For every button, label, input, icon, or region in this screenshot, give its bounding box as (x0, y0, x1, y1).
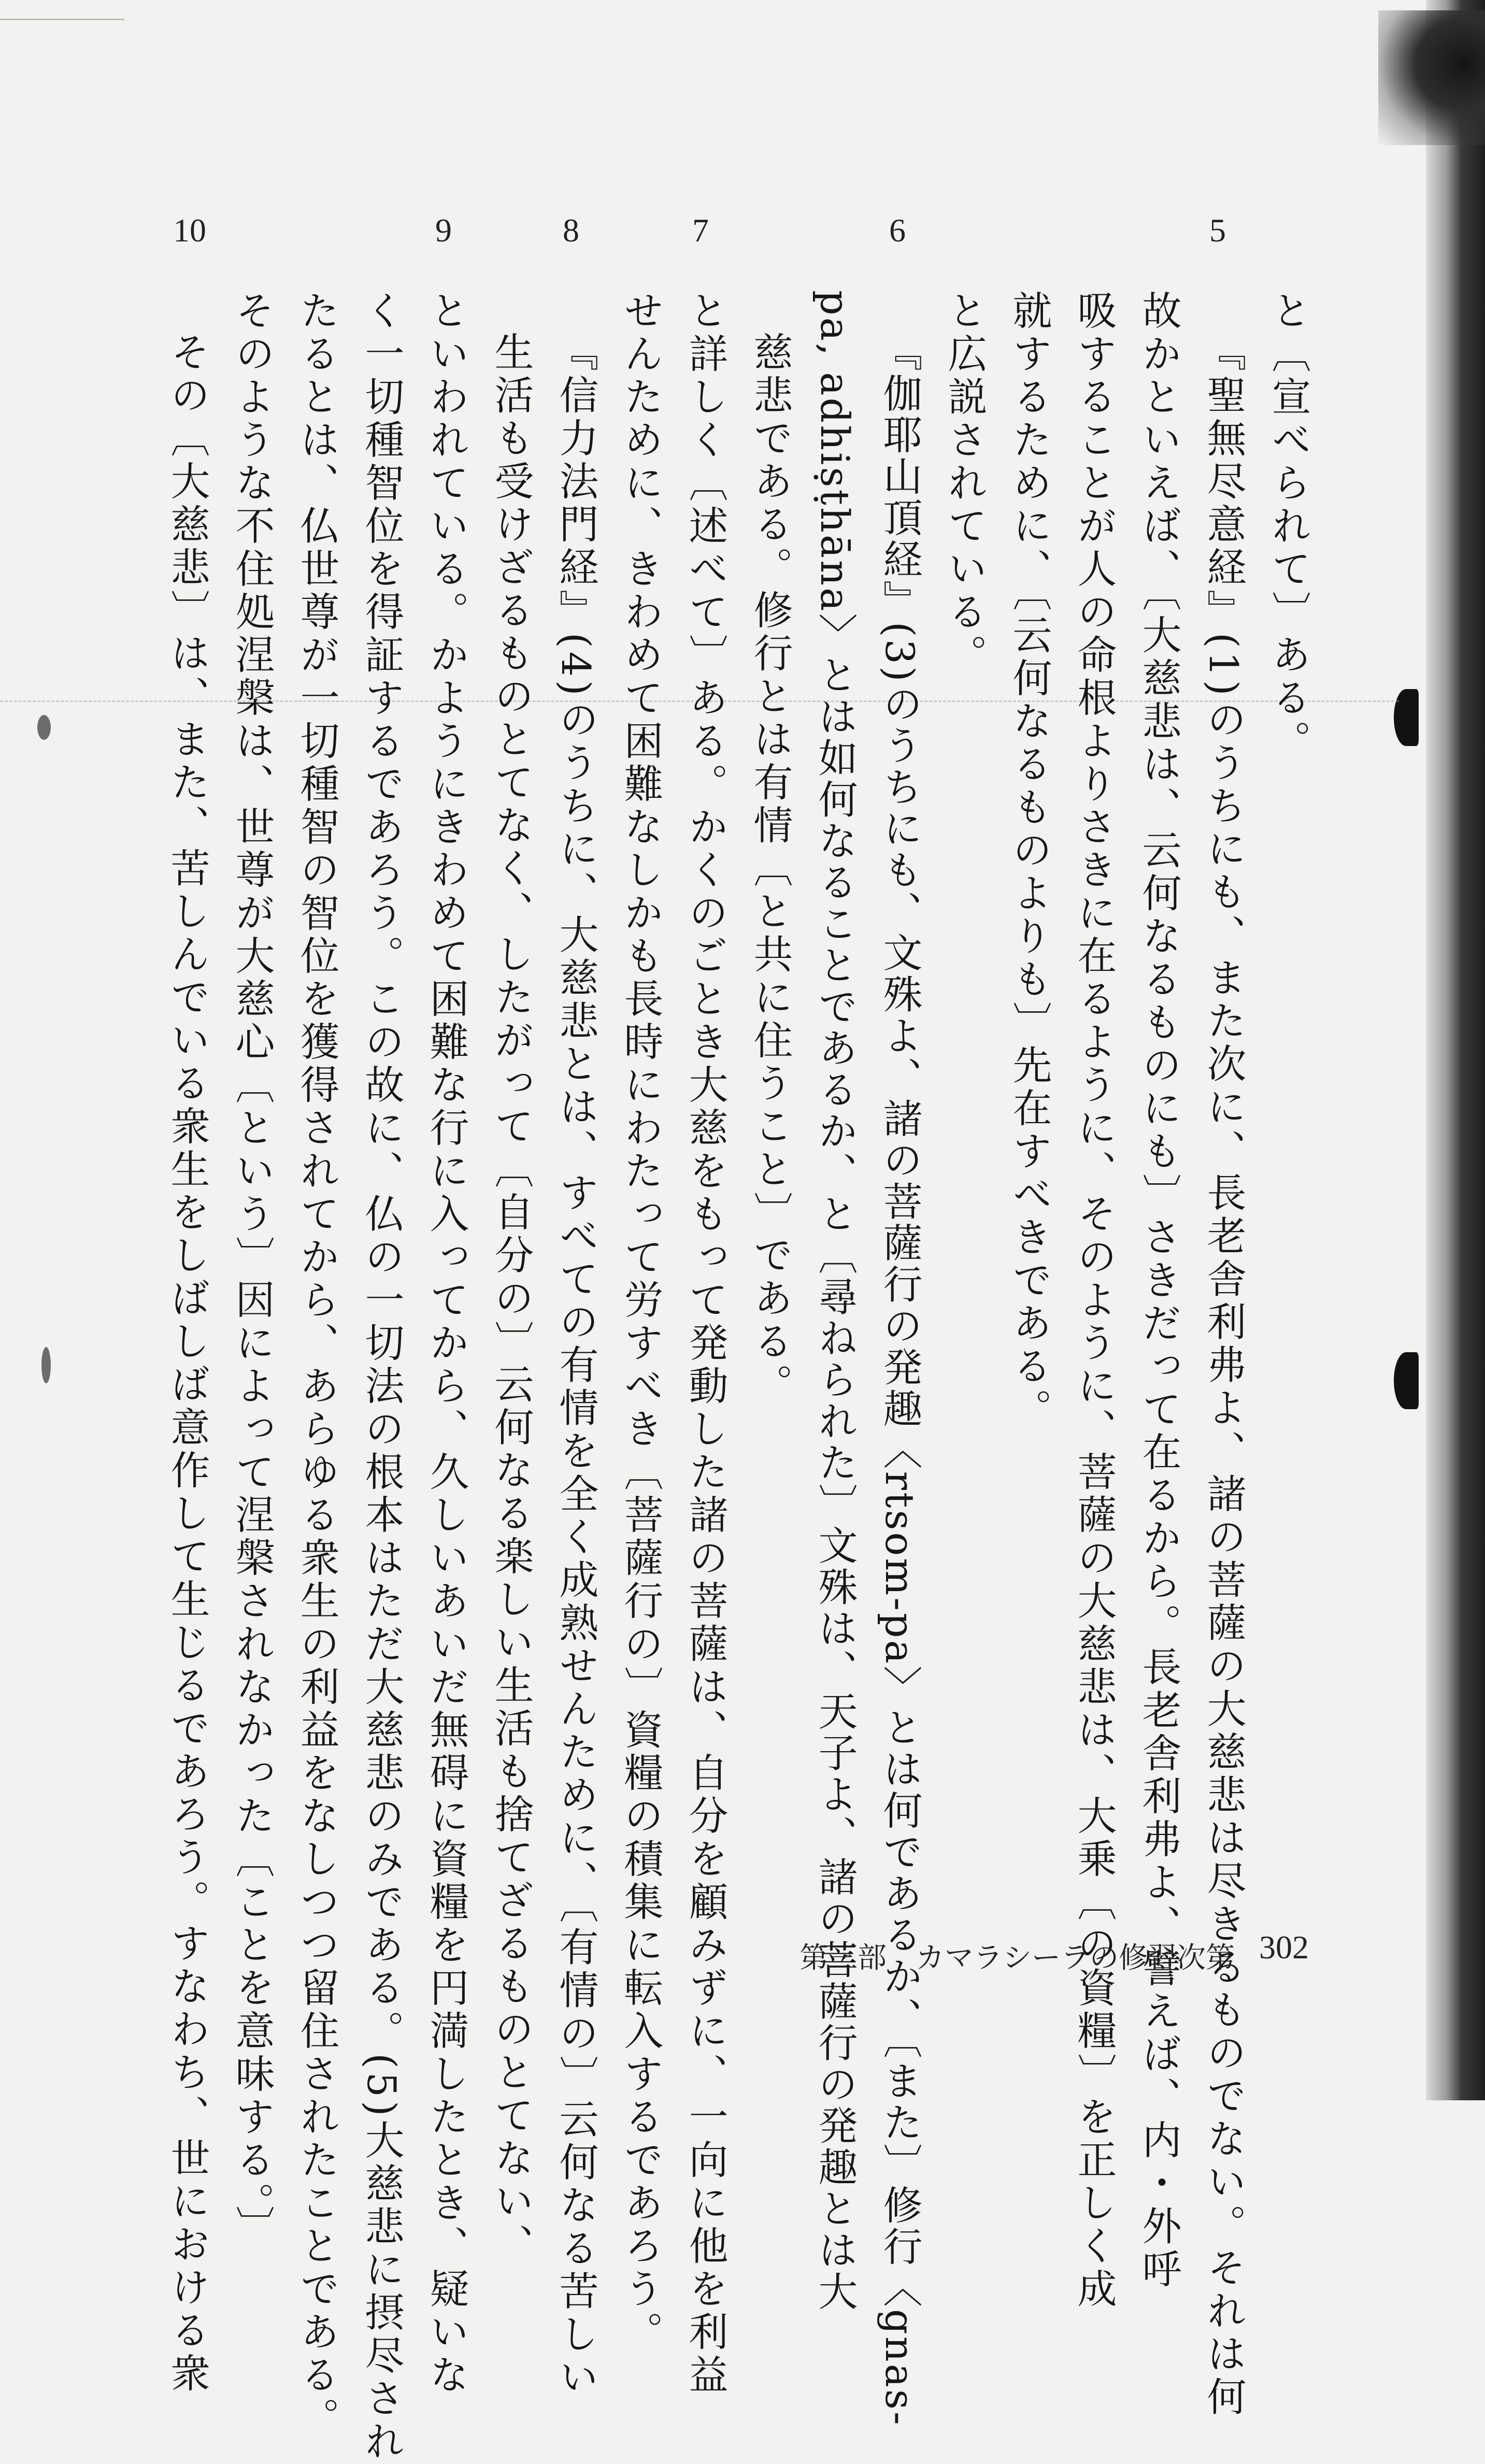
line-number-8: 8 (563, 212, 579, 249)
scan-speck (41, 1347, 51, 1383)
text-column: 『聖無尽意経』(1)のうちにも、また次に、長老舎利弗よ、諸の菩薩の大慈悲は尽きるものでない。それは何 (1201, 332, 1247, 2419)
scan-edge-line (0, 19, 124, 20)
text-column: く一切種智位を得証するであろう。この故に、仏の一切法の根本はただ大慈悲のみである。(5)大慈悲に摂尽され (359, 290, 405, 2464)
binding-shadow (1378, 10, 1485, 145)
text-column: pa, adhiṣṭhāna〉とは如何なることであるか、と〔尋ねられた〕文殊は、天子よ、諸の菩薩行の発趣とは大 (812, 290, 858, 2313)
text-column: と〔宣べられて〕ある。 (1265, 290, 1311, 763)
text-column: 吸することが人の命根よりさきに在るように、そのように、菩薩の大慈悲は、大乗〔の資糧〕を正しく成 (1071, 290, 1117, 2311)
scan-speck (37, 715, 51, 740)
punch-hole-upper (1394, 689, 1419, 746)
punch-hole-lower (1394, 1352, 1419, 1409)
text-column: たるとは、仏世尊が一切種智の智位を獲得されてから、あらゆる衆生の利益をなしつつ留住されたことである。 (294, 290, 340, 2440)
running-footer-title: 第三部 カマラシーラの修習次第 (799, 1941, 1235, 1975)
page-number: 302 (1259, 1929, 1309, 1966)
text-column: 就するために、〔云何なるものよりも〕先在すべきである。 (1006, 290, 1052, 1431)
text-column: といわれている。かようにきわめて困難な行に入ってから、久しいあいだ無碍に資糧を円満したとき、疑いな (423, 290, 469, 2397)
text-column: 生活も受けざるものとてなく、したがって〔自分の〕云何なる楽しい生活も捨てざるものとてない、 (488, 332, 534, 2267)
text-column: そのような不住処涅槃は、世尊が大慈心〔という〕因によって涅槃されなかった〔ことを意味する。〕 (229, 290, 275, 2248)
line-number-7: 7 (692, 212, 709, 249)
text-column: 故かといえば、〔大慈悲は、云何なるものにも〕さきだって在るから。長老舎利弗よ、譬えば、内・外呼 (1136, 290, 1182, 2291)
text-column: その〔大慈悲〕は、また、苦しんでいる衆生をしばしば意作して生じるであろう。すなわち、世における衆 (164, 332, 210, 2396)
line-number-6: 6 (889, 212, 906, 249)
text-column: 『伽耶山頂経』(3)のうちにも、文殊よ、諸の菩薩行の発趣〈rtsom-pa〉とは何であるか、〔また〕修行〈gnas- (877, 332, 923, 2427)
text-column: と詳しく〔述べて〕ある。かくのごとき大慈をもって発動した諸の菩薩は、自分を顧みずに、一向に他を利益 (682, 290, 729, 2397)
line-number-9: 9 (435, 212, 452, 249)
binding-edge (1426, 0, 1485, 2100)
text-column: 慈悲である。修行とは有情〔と共に住うこと〕である。 (747, 332, 793, 1407)
text-column: と広説されている。 (941, 290, 988, 677)
line-number-10: 10 (173, 212, 206, 249)
text-column: せんために、きわめて困難なしかも長時にわたって労すべき〔菩薩行の〕資糧の積集に転入するであろう。 (618, 290, 664, 2354)
line-number-5: 5 (1209, 212, 1226, 249)
text-column: 『信力法門経』(4)のうちに、大慈悲とは、すべての有情を全く成熟せんために、〔有情の〕云何なる苦しい (553, 332, 599, 2400)
